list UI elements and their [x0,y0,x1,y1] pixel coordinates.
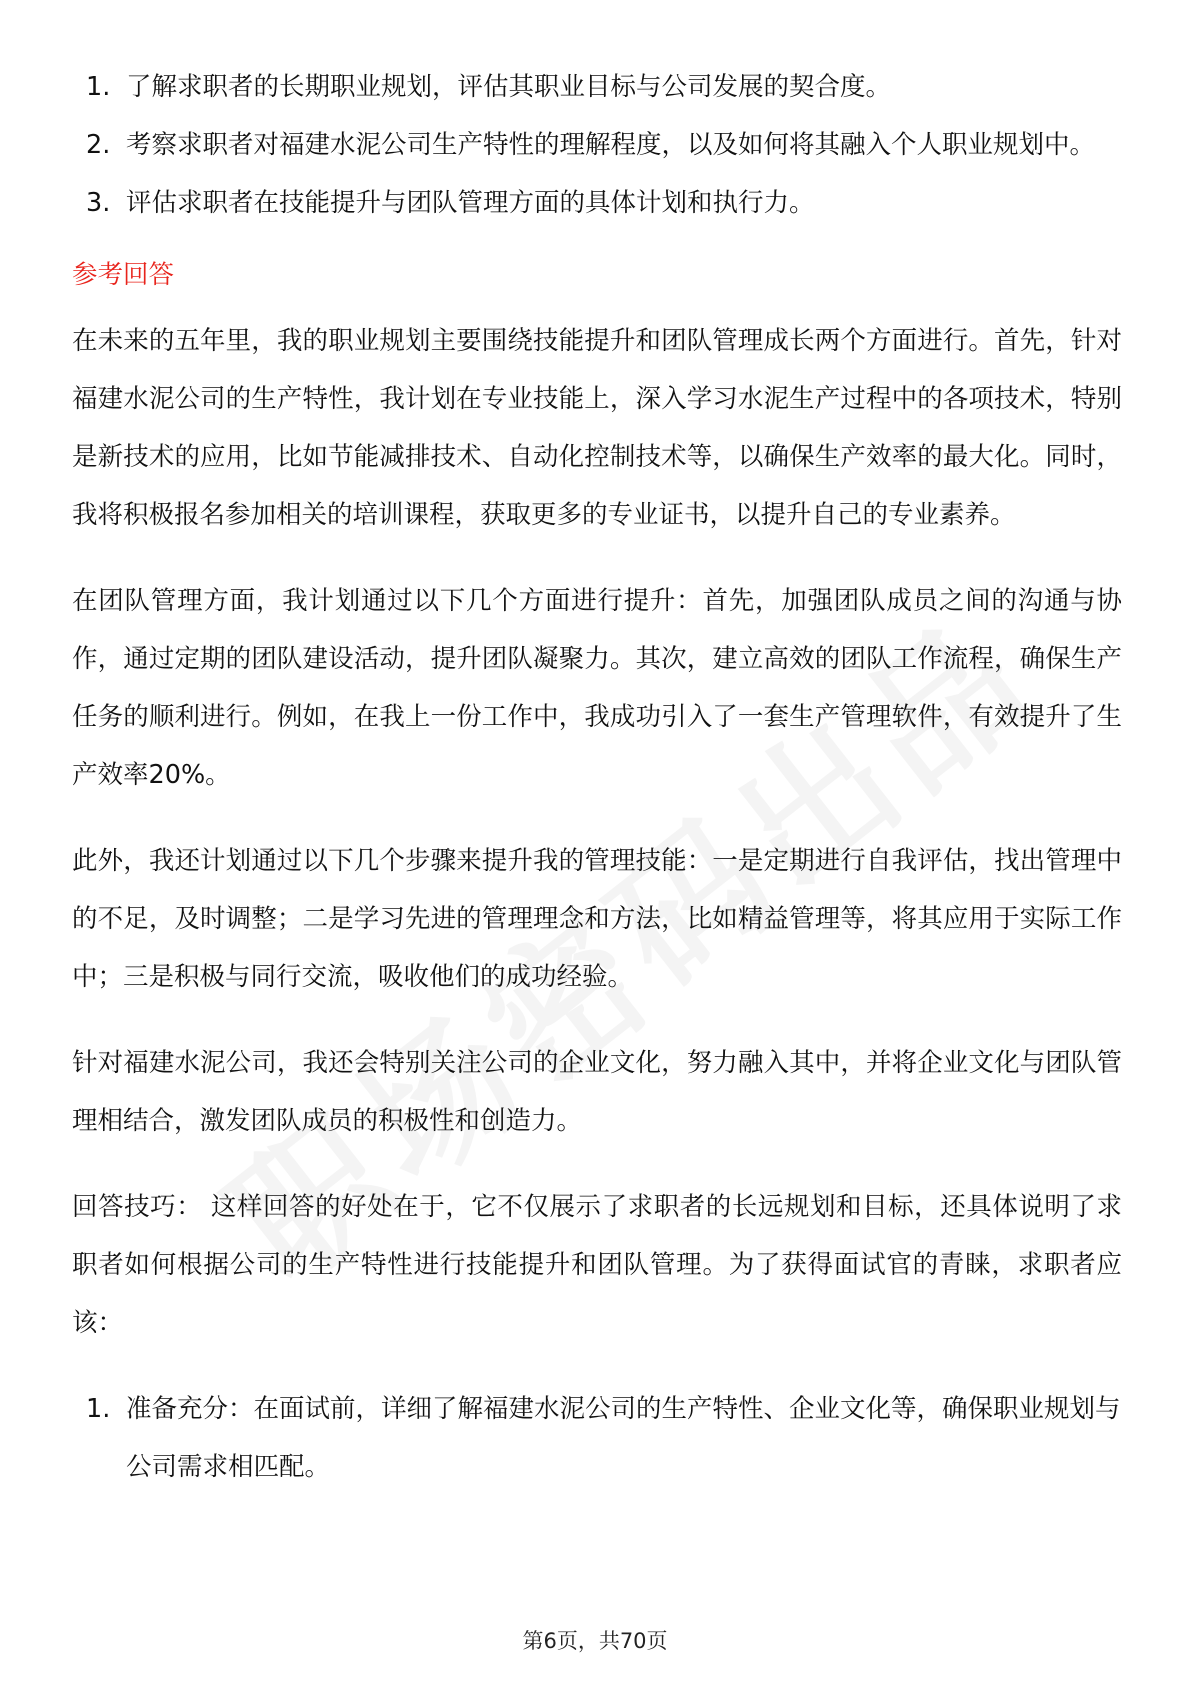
list-item [72,1380,1122,1496]
list-item [72,116,1122,174]
answer-paragraph: 在团队管理方面，我计划通过以下几个方面进行提升：首先，加强团队成员之间的沟通与协作，通过定期的团队建设活动，提升团队凝聚力。其次，建立高效的团队工作流程，确保生产任务的顺利进行。例如，在我上一份工作中，我成功引入了一套生产管理软件，有效提升了生产效率20%。 [72,586,1122,790]
list-item [72,58,1122,116]
section-heading: 参考回答 [72,260,175,290]
list-item-number: 1. [86,1394,111,1424]
list-item-number: 2. [86,130,111,160]
list-item [72,174,1122,232]
page-content [72,58,1122,1496]
evaluation-points-list [72,58,1122,232]
answer-paragraph: 此外，我还计划通过以下几个步骤来提升我的管理技能：一是定期进行自我评估，找出管理中的不足，及时调整；二是学习先进的管理理念和方法，比如精益管理等，将其应用于实际工作中；三是积极与同行交流，吸收他们的成功经验。 [72,846,1122,992]
list-item-text: 准备充分：在面试前，详细了解福建水泥公司的生产特性、企业文化等，确保职业规划与公司需求相匹配。 [126,1394,1121,1482]
page-number-footer: 第6页，共70页 [522,1629,668,1653]
answer-paragraph: 针对福建水泥公司，我还会特别关注公司的企业文化，努力融入其中，并将企业文化与团队管理相结合，激发团队成员的积极性和创造力。 [72,1048,1122,1136]
list-item-text: 考察求职者对福建水泥公司生产特性的理解程度，以及如何将其融入个人职业规划中。 [126,130,1096,160]
answer-paragraph: 在未来的五年里，我的职业规划主要围绕技能提升和团队管理成长两个方面进行。首先，针对福建水泥公司的生产特性，我计划在专业技能上，深入学习水泥生产过程中的各项技术，特别是新技术的应用，比如节能减排技术、自动化控制技术等，以确保生产效率的最大化。同时，我将积极报名参加相关的培训课程，获取更多的专业证书，以提升自己的专业素养。 [72,326,1122,530]
answer-tips-paragraph: 回答技巧： 这样回答的好处在于，它不仅展示了求职者的长远规划和目标，还具体说明了求职者如何根据公司的生产特性进行技能提升和团队管理。为了获得面试官的青睐，求职者应该： [72,1192,1122,1338]
list-item-text: 评估求职者在技能提升与团队管理方面的具体计划和执行力。 [126,188,815,218]
list-item-text: 了解求职者的长期职业规划，评估其职业目标与公司发展的契合度。 [126,72,892,102]
tips-list [72,1380,1122,1496]
list-item-number: 1. [86,72,111,102]
list-item-number: 3. [86,188,111,218]
